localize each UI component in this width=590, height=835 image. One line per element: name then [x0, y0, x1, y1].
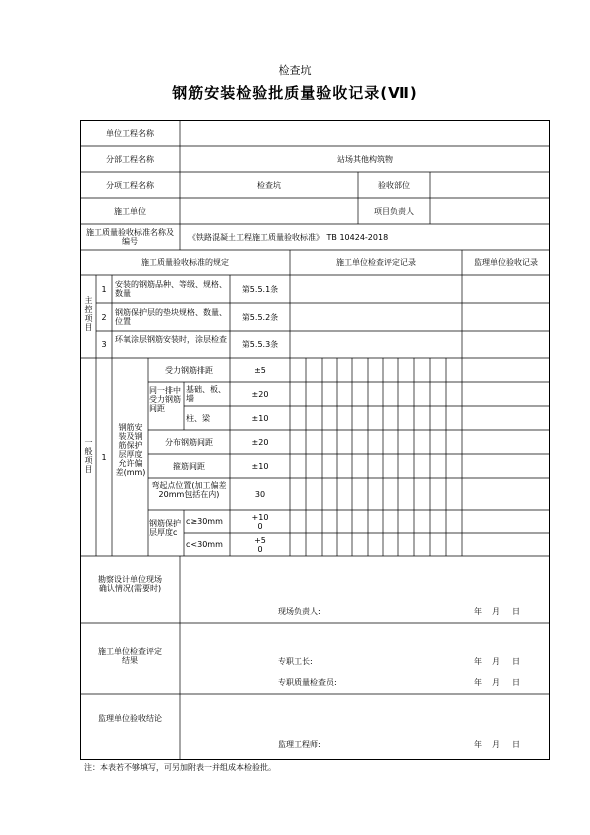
- stress-spacing-tol: ±5: [254, 366, 266, 375]
- foundation-tol: ±20: [251, 390, 269, 399]
- subdivision-value[interactable]: 检查坑: [257, 181, 281, 190]
- stress-spacing-label: 受力钢筋排距: [165, 366, 213, 375]
- project-manager-label: 项目负责人: [374, 207, 414, 216]
- division-label: 分部工程名称: [106, 155, 154, 164]
- dist-spacing-tol: ±20: [251, 438, 269, 447]
- date-year: 年: [474, 607, 482, 616]
- supervisor-conclusion-label: 监理单位验收结论: [98, 714, 162, 723]
- same-row-label: 同一排中受力钢筋间距: [149, 386, 181, 413]
- cover-b-label: c<30mm: [186, 540, 223, 549]
- main-control-group: 主控项目: [84, 296, 93, 332]
- survey-label: 勘察设计单位现场确认情况(需要时): [98, 575, 162, 593]
- cover-b-tol-top: +5: [254, 536, 266, 545]
- contractor-label: 施工单位: [114, 207, 146, 216]
- main-item-text: 安装的钢筋品种、等级、规格、数量: [115, 280, 227, 298]
- foundation-label: 基础、板、墙: [186, 385, 226, 403]
- date-day: 日: [512, 740, 520, 749]
- date-month: 月: [492, 607, 500, 616]
- acceptance-form: [80, 120, 550, 760]
- main-item-text: 环氧涂层钢筋安装时，涂层检查: [115, 335, 227, 344]
- cover-label: 钢筋保护层厚度c: [149, 519, 181, 537]
- form-title: 钢筋安装检验批质量验收记录(Ⅶ): [172, 84, 418, 102]
- date-year: 年: [474, 678, 482, 687]
- footnote: 注：本表若不够填写，可另加附表一并组成本检验批。: [84, 763, 276, 772]
- bend-point-tol: 30: [254, 490, 266, 499]
- contractor-result-label: 施工单位检查评定结果: [98, 647, 162, 665]
- subdivision-label: 分项工程名称: [106, 181, 154, 190]
- cover-a-tol-bot: 0: [257, 522, 263, 531]
- main-item-clause: 第5.5.3条: [241, 340, 279, 349]
- unit-project-label: 单位工程名称: [106, 129, 154, 138]
- cover-a-label: c≥30mm: [186, 517, 223, 526]
- supervisor-record-header: 监理单位验收记录: [474, 258, 538, 267]
- column-beam-label: 柱、梁: [186, 414, 210, 423]
- foreman-label: 专职工长:: [278, 657, 313, 666]
- division-value[interactable]: 站场其他构筑物: [337, 155, 393, 164]
- date-month: 月: [492, 657, 500, 666]
- date-month: 月: [492, 678, 500, 687]
- date-day: 日: [512, 657, 520, 666]
- contractor-check-header: 施工单位检查评定记录: [336, 258, 416, 267]
- date-year: 年: [474, 740, 482, 749]
- date-day: 日: [512, 678, 520, 687]
- general-item-no: 1: [101, 453, 107, 462]
- general-desc: 钢筋安装及钢筋保护层厚度允许偏差(mm): [115, 423, 146, 477]
- main-item-no: 2: [101, 313, 107, 322]
- column-beam-tol: ±10: [251, 414, 269, 423]
- cover-a-tol-top: +10: [251, 513, 269, 522]
- cover-b-tol-bot: 0: [257, 545, 263, 554]
- stirrup-spacing-label: 箍筋间距: [173, 462, 205, 471]
- acceptance-part-label: 验收部位: [378, 181, 410, 190]
- date-year: 年: [474, 657, 482, 666]
- general-group: 一般项目: [84, 438, 93, 474]
- date-month: 月: [492, 740, 500, 749]
- form-subtitle: 检查坑: [278, 64, 312, 77]
- main-item-no: 3: [101, 340, 107, 349]
- quality-inspector-label: 专职质量检查员:: [278, 678, 337, 687]
- main-item-no: 1: [101, 285, 107, 294]
- supervisor-engineer-label: 监理工程师:: [278, 740, 321, 749]
- site-manager-label: 现场负责人:: [278, 607, 321, 616]
- standard-value: 《铁路混凝土工程施工质量验收标准》 TB 10424-2018: [188, 233, 389, 242]
- main-item-text: 钢筋保护层的垫块规格、数量、位置: [115, 308, 227, 326]
- main-item-clause: 第5.5.1条: [241, 285, 279, 294]
- stirrup-spacing-tol: ±10: [251, 462, 269, 471]
- spec-header: 施工质量验收标准的规定: [141, 258, 229, 267]
- main-item-clause: 第5.5.2条: [241, 313, 279, 322]
- date-day: 日: [512, 607, 520, 616]
- dist-spacing-label: 分布钢筋间距: [165, 438, 213, 447]
- bend-point-label: 弯起点位置(加工偏差20mm包括在内): [151, 481, 227, 499]
- standard-label: 施工质量验收标准名称及编号: [86, 228, 174, 246]
